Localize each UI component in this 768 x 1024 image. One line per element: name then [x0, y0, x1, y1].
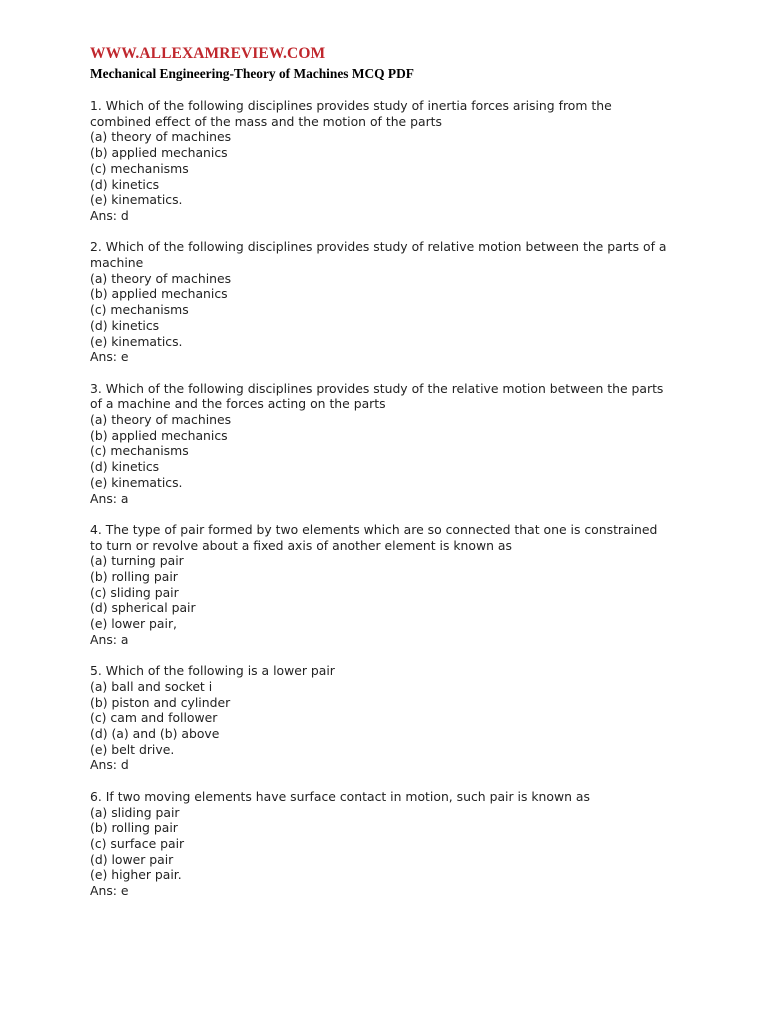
question-stem-line: 5. Which of the following is a lower pair: [90, 663, 335, 679]
question-2: [90, 239, 690, 365]
question-stem: [90, 522, 690, 553]
option-d: (d) kinetics: [90, 176, 160, 192]
question-stem: [90, 381, 690, 412]
question-stem: [90, 789, 690, 805]
question-stem: [90, 663, 690, 679]
answer: Ans: d: [90, 207, 129, 223]
option-d: (d) spherical pair: [90, 600, 196, 616]
option-c: (c) mechanisms: [90, 302, 189, 318]
option-d: (d) lower pair: [90, 851, 174, 867]
option-a: (a) turning pair: [90, 553, 184, 569]
question-4: [90, 522, 690, 648]
option-a: (a) theory of machines: [90, 129, 232, 145]
question-stem-line: to turn or revolve about a fixed axis of another element is known as: [90, 537, 512, 553]
answer: Ans: a: [90, 490, 129, 506]
answer: Ans: e: [90, 349, 129, 365]
question-stem-line: 1. Which of the following disciplines provides study of inertia forces arising from the: [90, 98, 612, 113]
question-stem-line: 6. If two moving elements have surface contact in motion, such pair is known as: [90, 788, 590, 804]
question-list: [90, 98, 690, 914]
answer: Ans: d: [90, 757, 129, 773]
option-b: (b) applied mechanics: [90, 286, 228, 302]
option-c: (c) sliding pair: [90, 584, 179, 600]
question-1: [90, 98, 690, 224]
question-stem-line: 3. Which of the following disciplines provides study of the relative motion between the parts: [90, 380, 664, 396]
option-a: (a) ball and socket i: [90, 678, 213, 694]
answer: Ans: a: [90, 631, 129, 647]
option-b: (b) applied mechanics: [90, 427, 228, 443]
question-stem-line: machine: [90, 255, 144, 271]
option-c: (c) surface pair: [90, 835, 185, 851]
question-6: [90, 789, 690, 899]
question-5: [90, 663, 690, 773]
option-a: (a) theory of machines: [90, 412, 232, 428]
option-b: (b) rolling pair: [90, 820, 178, 836]
option-b: (b) piston and cylinder: [90, 694, 231, 710]
question-stem: [90, 98, 690, 129]
option-e: (e) higher pair.: [90, 867, 182, 883]
option-a: (a) sliding pair: [90, 804, 180, 820]
option-b: (b) rolling pair: [90, 569, 178, 585]
option-e: (e) belt drive.: [90, 741, 175, 757]
option-b: (b) applied mechanics: [90, 145, 228, 161]
option-c: (c) mechanisms: [90, 160, 189, 176]
option-d: (d) kinetics: [90, 459, 160, 475]
question-stem-line: combined effect of the mass and the motion of the parts: [90, 113, 442, 129]
question-stem-line: of a machine and the forces acting on the parts: [90, 396, 386, 412]
question-3: [90, 381, 690, 507]
option-e: (e) kinematics.: [90, 474, 183, 490]
option-e: (e) lower pair,: [90, 616, 177, 632]
option-c: (c) cam and follower: [90, 710, 218, 726]
site-link[interactable]: WWW.ALLEXAMREVIEW.COM: [90, 45, 326, 62]
question-stem: [90, 239, 690, 270]
option-a: (a) theory of machines: [90, 270, 232, 286]
option-e: (e) kinematics.: [90, 192, 183, 208]
option-d: (d) (a) and (b) above: [90, 726, 220, 742]
question-stem-line: 4. The type of pair formed by two elements which are so connected that one is constrained: [90, 521, 658, 537]
option-d: (d) kinetics: [90, 317, 160, 333]
answer: Ans: e: [90, 883, 129, 899]
option-c: (c) mechanisms: [90, 443, 189, 459]
question-stem-line: 2. Which of the following disciplines provides study of relative motion between the parts of a: [90, 239, 667, 255]
option-e: (e) kinematics.: [90, 333, 183, 349]
document-title: Mechanical Engineering-Theory of Machines MCQ PDF: [90, 66, 414, 81]
